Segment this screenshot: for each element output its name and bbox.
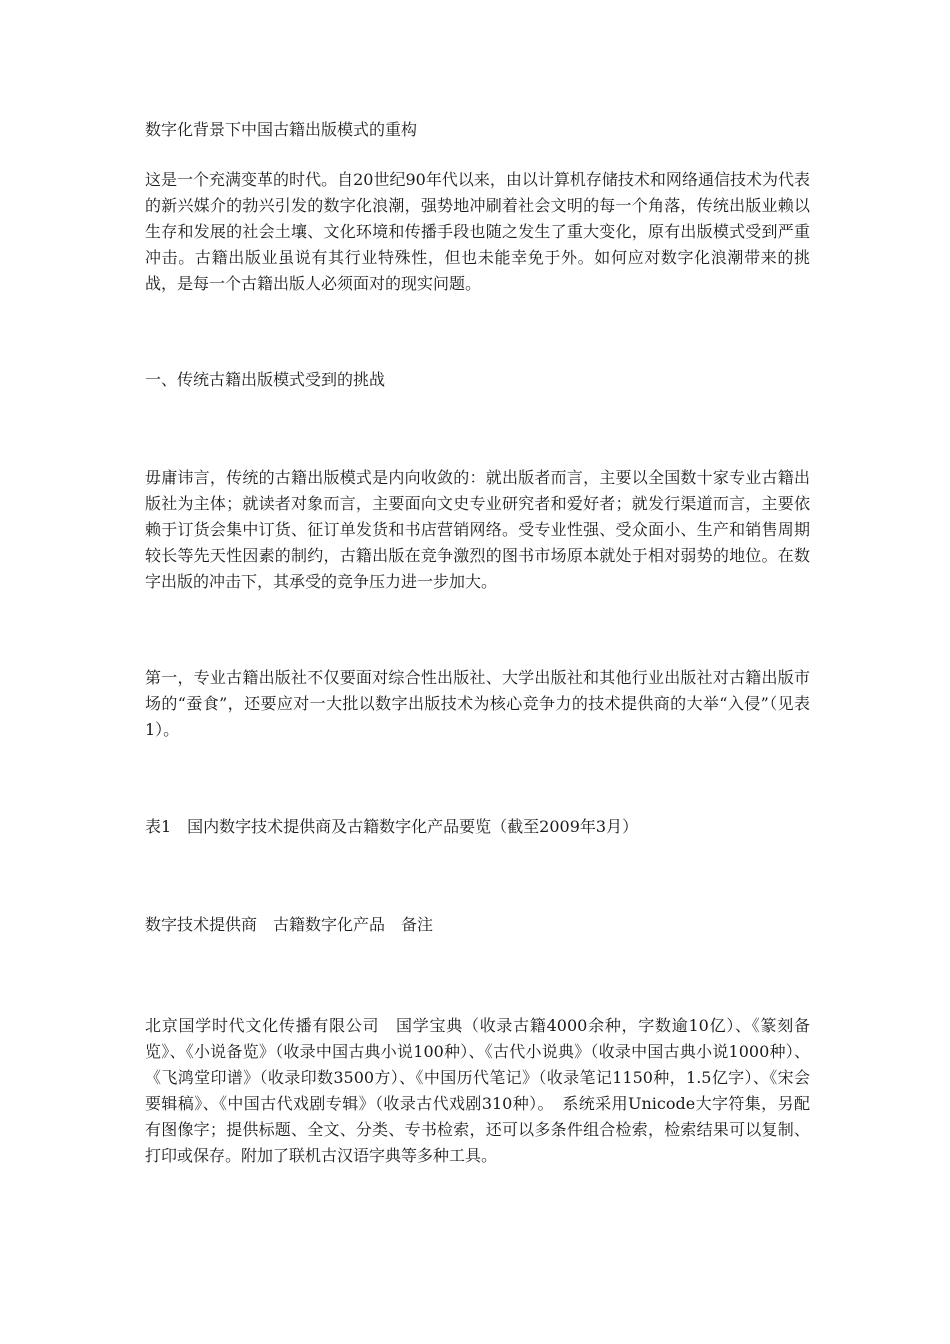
body-paragraph: 第一，专业古籍出版社不仅要面对综合性出版社、大学出版社和其他行业出版社对古籍出版市场的“蚕食”，还要应对一大批以数字出版技术为核心竞争力的技术提供商的大举“入侵”（见表1）。 [145, 668, 810, 739]
document-title: 数字化背景下中国古籍出版模式的重构 [145, 120, 418, 139]
intro-paragraph: 这是一个充满变革的时代。自20世纪90年代以来，由以计算机存储技术和网络通信技术为代表的新兴媒介的勃兴引发的数字化浪潮，强势地冲刷着社会文明的每一个角落，传统出版业赖以生存和发展的社会土壤、文化环境和传播手段也随之发生了重大变化，原有出版模式受到严重冲击。古籍出版业虽说有其行业特殊性，但也未能幸免于外。如何应对数字化浪潮带来的挑战，是每一个古籍出版人必须面对的现实问题。 [145, 170, 810, 293]
section-heading: 一、传统古籍出版模式受到的挑战 [145, 370, 386, 389]
body-paragraph: 毋庸讳言，传统的古籍出版模式是内向收敛的：就出版者而言，主要以全国数十家专业古籍出版社为主体；就读者对象而言，主要面向文史专业研究者和爱好者；就发行渠道而言，主要依赖于订货会集中订货、征订单发货和书店营销网络。受专业性强、受众面小、生产和销售周期较长等先天性因素的制约，古籍出版在竞争激烈的图书市场原本就处于相对弱势的地位。在数字出版的冲击下，其承受的竞争压力进一步加大。 [145, 468, 810, 591]
table-caption: 表1 国内数字技术提供商及古籍数字化产品要览（截至2009年3月） [145, 817, 639, 836]
table-header-row: 数字技术提供商 古籍数字化产品 备注 [145, 915, 434, 934]
table-row: 北京国学时代文化传播有限公司 国学宝典（收录古籍4000余种，字数逾10亿）、《篆刻备览》、《小说备览》（收录中国古典小说100种）、《古代小说典》（收录中国古典小说1000种）、《飞鸿堂印谱》（收录印数3500方）、《中国历代笔记》（收录笔记1150种，1.5亿字）、《宋会要辑稿》、《中国古代戏剧专辑》（收录古代戏剧310种）。 系统采用Unicode大字符集，另配有图像字；提供标题、全文、分类、专书检索，还可以多条件组合检索，检索结果可以复制、打印或保存。附加了联机古汉语字典等多种工具。 [145, 1016, 810, 1165]
